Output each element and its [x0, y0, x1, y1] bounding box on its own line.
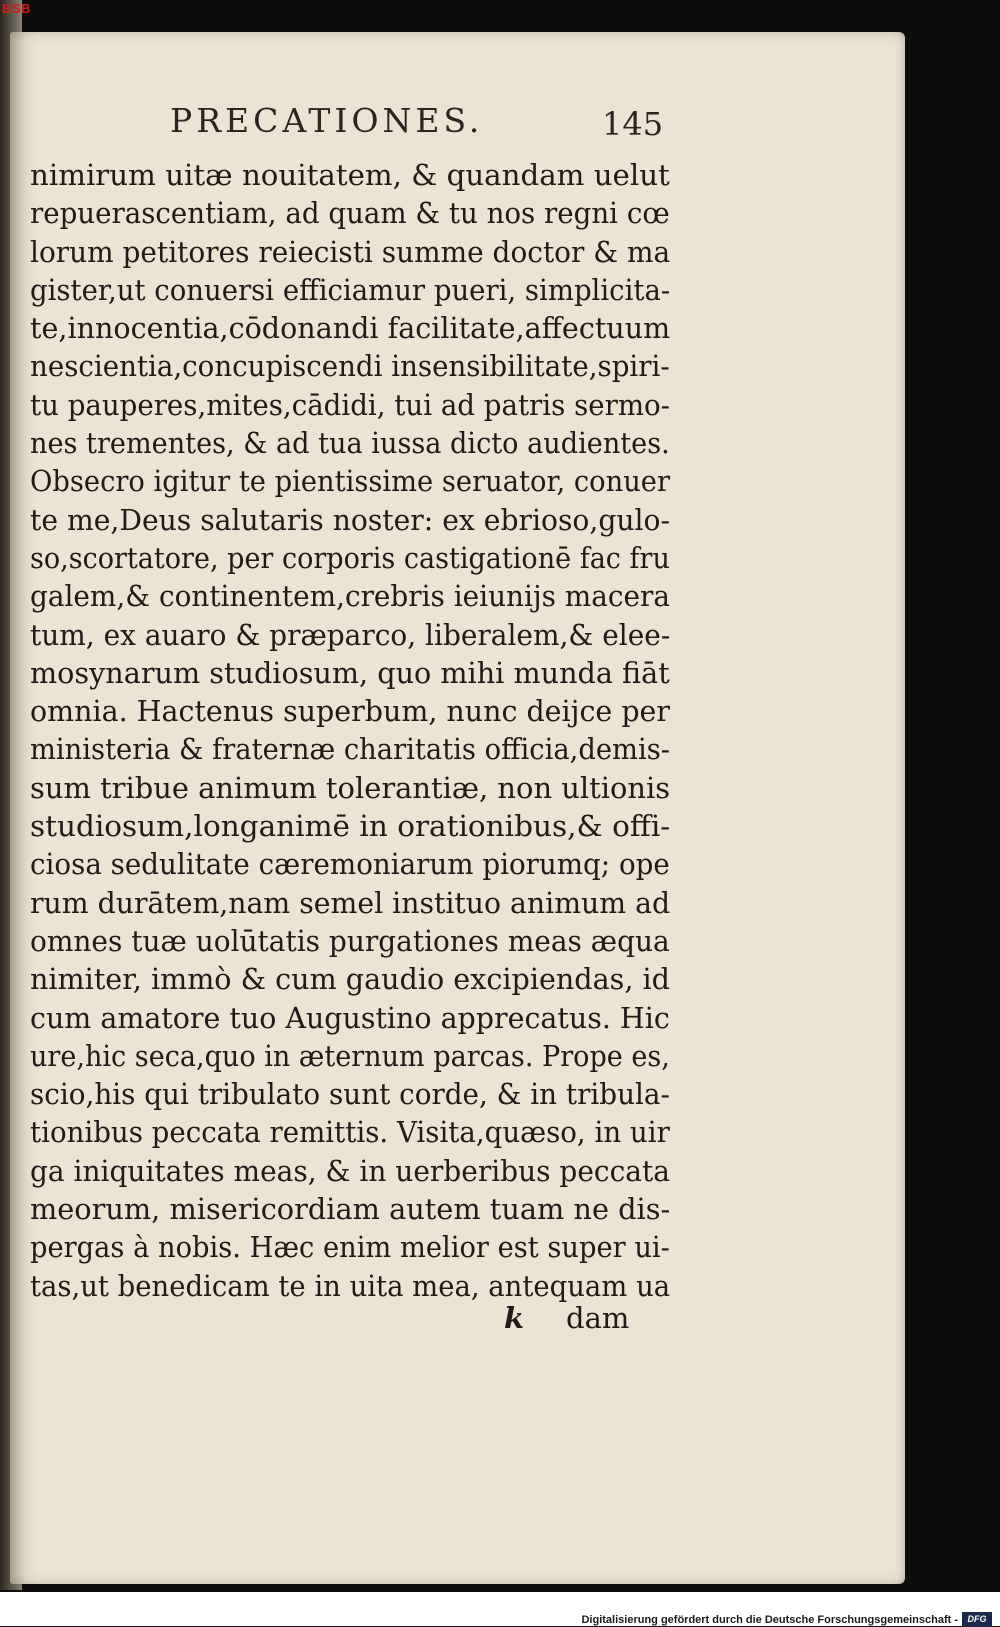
text-line: gister,ut conuersi efficiamur pueri, simplicita- [30, 272, 671, 307]
signature-mark: k [504, 1301, 525, 1335]
text-line: pergas à nobis. Hæc enim melior est super ui- [30, 1230, 670, 1265]
text-line: nimiter, immò & cum gaudio excipiendas, id [30, 962, 670, 997]
text-line: tum, ex auaro & præparco, liberalem,& elee- [30, 617, 671, 652]
body-text [30, 156, 670, 1305]
text-line: ciosa sedulitate cæremoniarum piorumq; ope [30, 847, 670, 882]
text-line: tas,ut benedicam te in uita mea, antequam ua [30, 1268, 671, 1303]
text-line: nes trementes, & ad tua iussa dicto audientes. [30, 426, 670, 461]
text-line: scio,his qui tribulato sunt corde, & in tribula- [30, 1077, 670, 1112]
text-line: sum tribue animum tolerantiæ, non ultionis [30, 770, 671, 805]
library-logo: BSB [2, 1, 31, 16]
text-line: tu pauperes,mites,cādidi, tui ad patris sermo- [30, 387, 671, 422]
text-line: lorum petitores reiecisti summe doctor & ma [30, 234, 671, 269]
catchword: dam [566, 1301, 630, 1335]
text-line: nimirum uitæ nouitatem, & quandam uelut [30, 158, 670, 192]
text-line: ga iniquitates meas, & in uerberibus peccata [30, 1153, 670, 1188]
page-number: 145 [602, 105, 664, 143]
funding-credit: Digitalisierung gefördert durch die Deutsche Forschungsgemeinschaft - [581, 1614, 958, 1626]
text-line: ministeria & fraternæ charitatis officia,demis- [30, 732, 671, 767]
text-line: Obsecro igitur te pientissime seruator, conuer [30, 464, 671, 499]
text-line: galem,& continentem,crebris ieiunijs macera [30, 579, 670, 614]
text-line: nescientia,concupiscendi insensibilitate,spiri- [30, 349, 670, 384]
text-line: tionibus peccata remittis. Visita,quæso, in uir [30, 1115, 670, 1150]
text-line: rum durātem,nam semel instituo animum ad [30, 885, 671, 920]
text-line: so,scortatore, per corporis castigationē fac fru [30, 540, 670, 575]
text-line: meorum, misericordiam autem tuam ne dis- [30, 1192, 671, 1227]
dfg-logo: DFG [962, 1612, 992, 1627]
text-line: cum amatore tuo Augustino apprecatus. Hic [30, 1000, 670, 1035]
book-page [10, 32, 905, 1584]
text-line: omnia. Hactenus superbum, nunc deijce per [30, 694, 671, 729]
page-foot-marks [488, 1298, 668, 1338]
text-line: te me,Deus salutaris noster: ex ebrioso,gulo- [30, 502, 671, 537]
text-line: studiosum,longanimē in orationibus,& offi- [30, 809, 671, 844]
text-line: repuerascentiam, ad quam & tu nos regni cœ [30, 196, 670, 231]
text-line: ure,hic seca,quo in æternum parcas. Prope es, [30, 1038, 670, 1073]
text-line: omnes tuæ uolūtatis purgationes meas æqua [30, 923, 670, 958]
running-title: PRECATIONES. [170, 101, 484, 140]
text-line: mosynarum studiosum, quo mihi munda fiāt [30, 655, 670, 690]
text-line: te,innocentia,cōdonandi facilitate,affectuum [30, 311, 671, 346]
